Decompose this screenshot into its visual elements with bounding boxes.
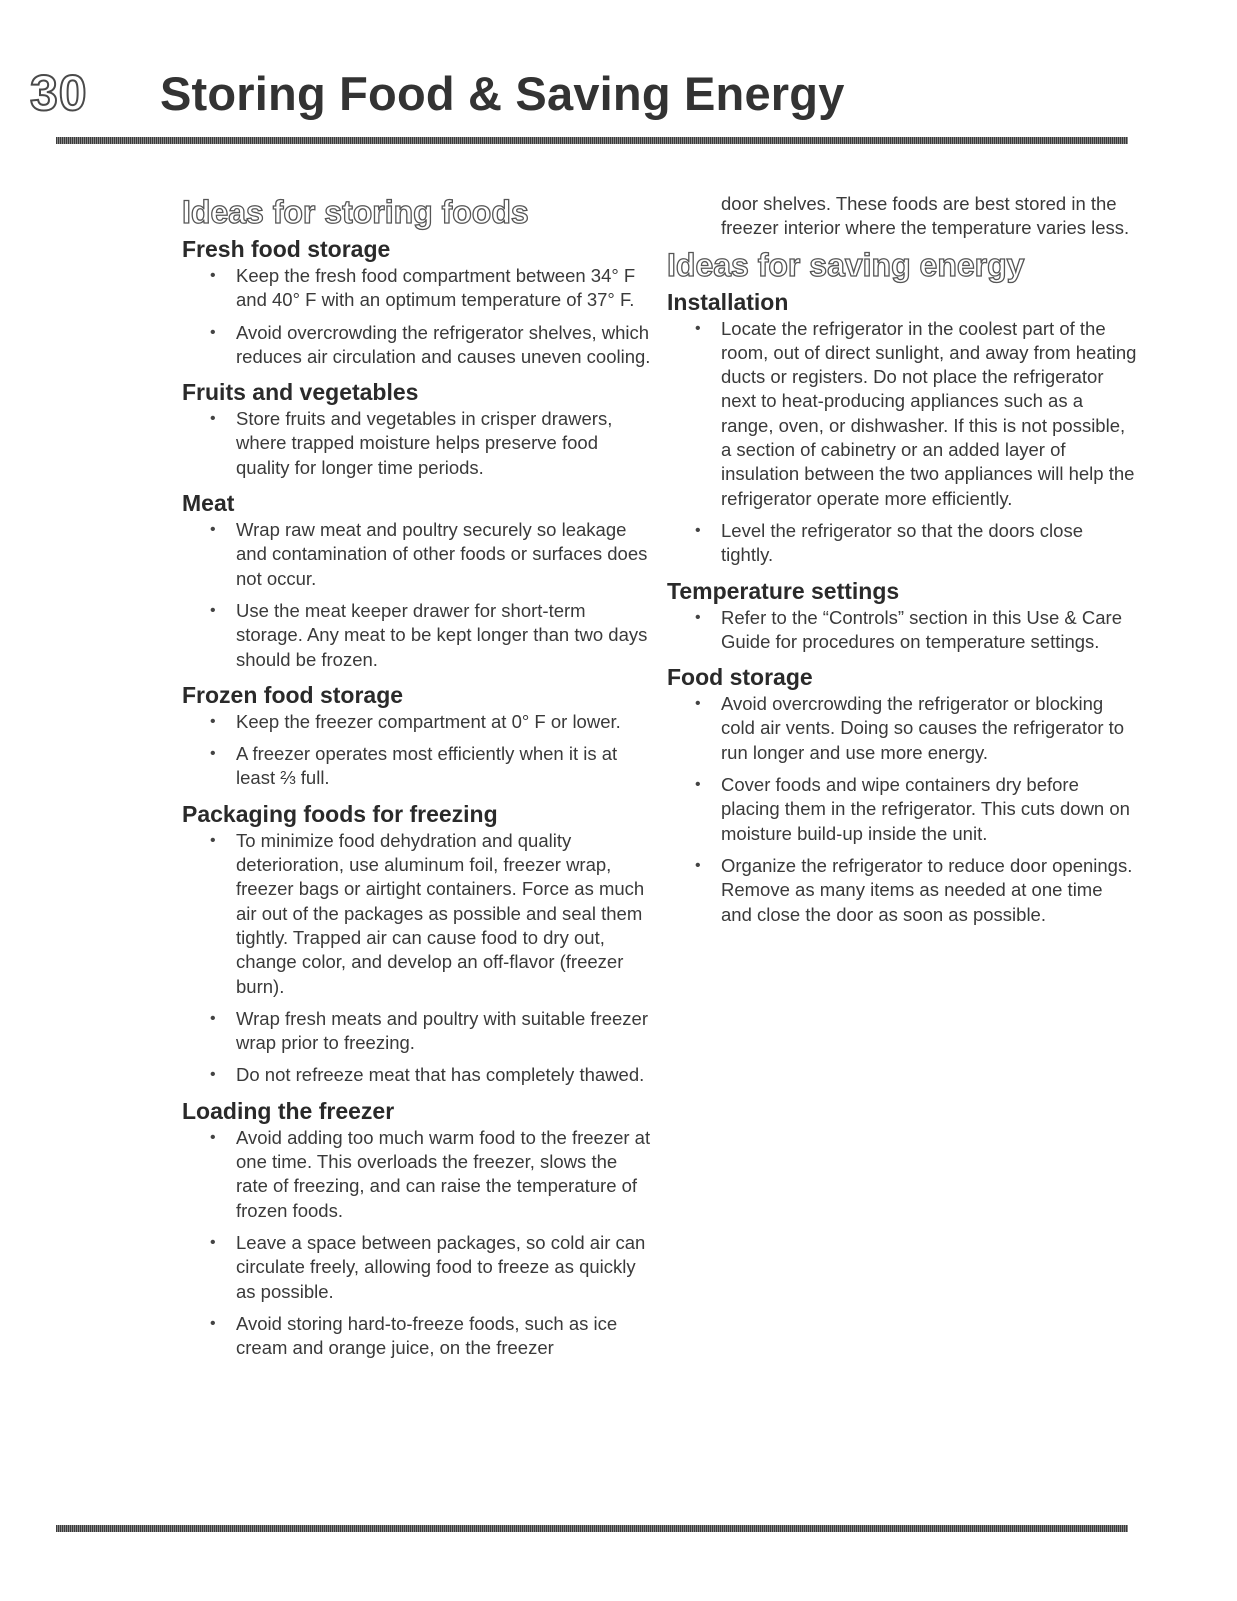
heading-fruits-vegetables: Fruits and vegetables <box>182 379 419 406</box>
list-item: • Store fruits and vegetables in crisper drawers, where trapped moisture helps preserve food quality for longer time periods. <box>182 407 652 480</box>
list-item: • Locate the refrigerator in the coolest part of the room, out of direct sunlight, and away from heating ducts or registers. Do not place the refrigerator next to heat-producing appliances such as a range, oven, or dishwasher. If this is not possible, a section of cabinetry or an added layer of insulation between the two appliances will help the refrigerator operate more efficiently. <box>667 317 1137 511</box>
heading-temperature-settings: Temperature settings <box>667 577 900 604</box>
footer-rule <box>56 1525 1128 1532</box>
list-fruits-vegetables <box>182 407 652 480</box>
list-temperature-settings <box>667 606 1137 655</box>
section-title-saving-energy: Ideas for saving energy <box>667 246 1025 283</box>
list-item: • Wrap fresh meats and poultry with suitable freezer wrap prior to freezing. <box>182 1007 652 1056</box>
list-item: • Avoid adding too much warm food to the freezer at one time. This overloads the freezer, slows the rate of freezing, and can raise the temperature of frozen foods. <box>182 1126 652 1223</box>
section-title-storing: Ideas for storing foods <box>182 194 529 230</box>
heading-installation: Installation <box>667 288 789 315</box>
list-installation <box>667 317 1137 568</box>
heading-packaging-foods: Packaging foods for freezing <box>182 800 498 827</box>
list-item: • Keep the freezer compartment at 0° F or lower. <box>182 710 652 734</box>
list-item: • Level the refrigerator so that the doors close tightly. <box>667 519 1137 568</box>
list-packaging-foods <box>182 829 652 1088</box>
left-column <box>182 192 652 1368</box>
list-food-storage <box>667 692 1137 927</box>
right-column <box>667 192 1137 935</box>
page-title: Storing Food & Saving Energy <box>160 67 845 120</box>
list-item: • Wrap raw meat and poultry securely so leakage and contamination of other foods or surfaces does not occur. <box>182 518 652 591</box>
continued-paragraph: door shelves. These foods are best stored in the freezer interior where the temperature varies less. <box>721 193 1130 239</box>
page-number: 30 <box>30 65 88 121</box>
heading-food-storage: Food storage <box>667 664 813 691</box>
header-rule <box>56 137 1128 144</box>
list-item: • Avoid storing hard-to-freeze foods, such as ice cream and orange juice, on the freezer <box>182 1312 652 1361</box>
list-item: • Use the meat keeper drawer for short-term storage. Any meat to be kept longer than two days should be frozen. <box>182 599 652 672</box>
list-item: • Do not refreeze meat that has completely thawed. <box>182 1063 652 1087</box>
list-item: • Avoid overcrowding the refrigerator or blocking cold air vents. Doing so causes the refrigerator to run longer and use more energy. <box>667 692 1137 765</box>
list-item: • A freezer operates most efficiently when it is at least ⅔ full. <box>182 742 652 791</box>
list-item: • Keep the fresh food compartment between 34° F and 40° F with an optimum temperature of 37° F. <box>182 264 652 313</box>
heading-fresh-food-storage: Fresh food storage <box>182 236 391 262</box>
list-item: • Leave a space between packages, so cold air can circulate freely, allowing food to freeze as quickly as possible. <box>182 1231 652 1304</box>
list-item: • Avoid overcrowding the refrigerator shelves, which reduces air circulation and causes uneven cooling. <box>182 321 652 370</box>
list-frozen-food-storage <box>182 710 652 791</box>
list-item: • Refer to the “Controls” section in this Use & Care Guide for procedures on temperature settings. <box>667 606 1137 655</box>
heading-frozen-food-storage: Frozen food storage <box>182 681 404 708</box>
list-meat <box>182 518 652 672</box>
page-header <box>30 64 845 134</box>
list-item: • Organize the refrigerator to reduce door openings. Remove as many items as needed at one time and close the door as soon as possible. <box>667 854 1137 927</box>
heading-loading-freezer: Loading the freezer <box>182 1097 395 1124</box>
list-item: • To minimize food dehydration and quality deterioration, use aluminum foil, freezer wrap, freezer bags or airtight containers. Force as much air out of the packages as possible and seal them tightly. Trapped air can cause food to dry out, change color, and develop an off-flavor (freezer burn). <box>182 829 652 999</box>
list-loading-freezer <box>182 1126 652 1361</box>
heading-meat: Meat <box>182 490 235 517</box>
list-fresh-food-storage <box>182 264 652 369</box>
list-item: • Cover foods and wipe containers dry before placing them in the refrigerator. This cuts down on moisture build-up inside the unit. <box>667 773 1137 846</box>
